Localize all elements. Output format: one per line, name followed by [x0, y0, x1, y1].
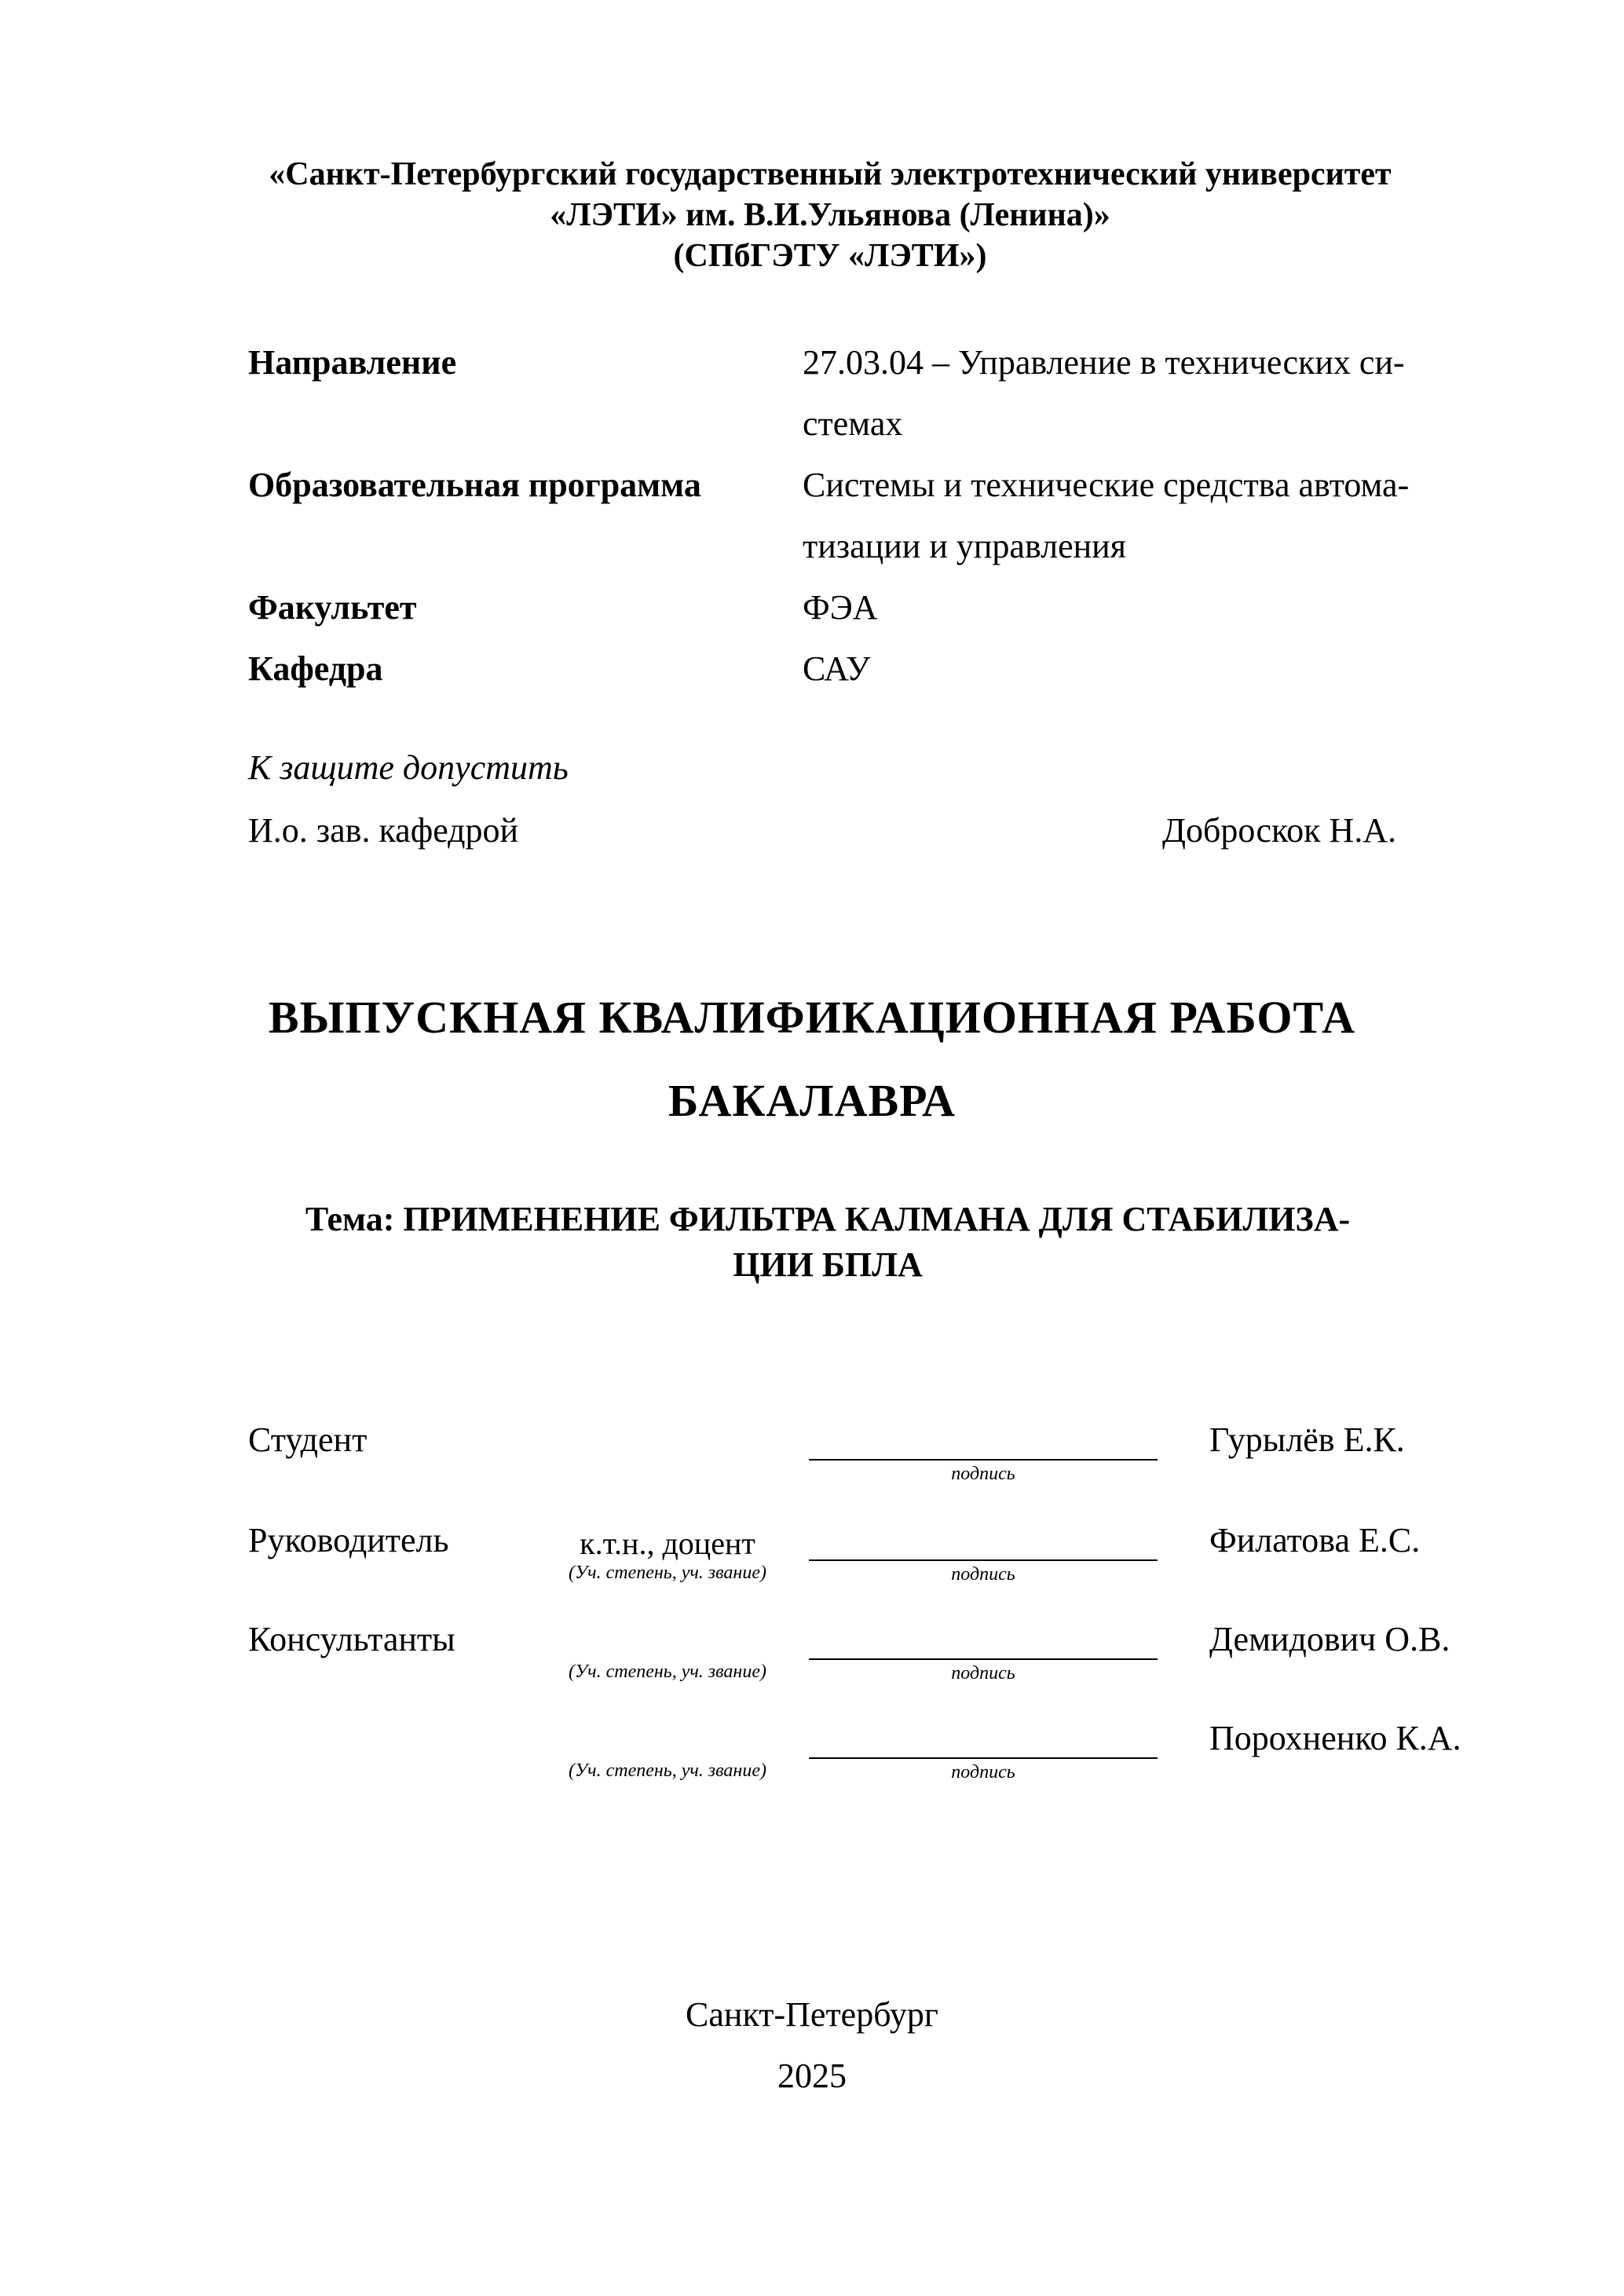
supervisor-role: Руководитель — [248, 1521, 449, 1559]
student-role: Студент — [248, 1420, 368, 1459]
consultant1-signature-line — [809, 1658, 1158, 1660]
work-title-line1: ВЫПУСКНАЯ КВАЛИФИКАЦИОННАЯ РАБОТА — [268, 992, 1356, 1043]
theme-line2: ЦИИ БПЛА — [733, 1245, 923, 1284]
university-name-line1: «Санкт-Петербургский государственный электротехнический университет — [269, 156, 1392, 192]
department-value: САУ — [803, 649, 871, 688]
university-header — [0, 154, 1624, 276]
student-signature-caption: подпись — [951, 1464, 1015, 1484]
program-label: Образовательная программа — [248, 466, 701, 504]
consultant2-signature-line — [809, 1757, 1158, 1759]
direction-label: Направление — [248, 343, 457, 382]
student-name: Гурылёв Е.К. — [1209, 1420, 1405, 1459]
supervisor-degree: к.т.н., доцент — [580, 1526, 755, 1561]
supervisor-name: Филатова Е.С. — [1209, 1521, 1421, 1559]
consultants-role: Консультанты — [248, 1620, 455, 1658]
faculty-label: Факультет — [248, 588, 417, 627]
department-label: Кафедра — [248, 649, 383, 688]
approval-role: И.о. зав. кафедрой — [248, 811, 519, 850]
approval-title: К защите допустить — [248, 748, 569, 787]
program-value-line2: тизации и управления — [803, 527, 1126, 565]
university-abbreviation: (СПбГЭТУ «ЛЭТИ») — [673, 238, 987, 274]
direction-value-line1: 27.03.04 – Управление в технических си- — [803, 343, 1405, 382]
consultant1-degree-caption: (Уч. степень, уч. звание) — [569, 1662, 766, 1682]
student-signature-line — [809, 1459, 1158, 1461]
footer-city: Санкт-Петербург — [686, 1995, 938, 2034]
university-name-line2: «ЛЭТИ» им. В.И.Ульянова (Ленина)» — [550, 197, 1110, 233]
theme-line1: Тема: ПРИМЕНЕНИЕ ФИЛЬТРА КАЛМАНА ДЛЯ СТАБИЛИЗА- — [305, 1200, 1351, 1238]
direction-value-line2: стемах — [803, 404, 903, 443]
program-value-line1: Системы и технические средства автома- — [803, 466, 1410, 504]
consultant2-signature-caption: подпись — [951, 1762, 1015, 1782]
theme — [0, 1197, 1624, 1288]
faculty-value: ФЭА — [803, 588, 878, 627]
supervisor-signature-line — [809, 1559, 1158, 1561]
footer-year: 2025 — [777, 2057, 847, 2095]
consultant2-name: Порохненко К.А. — [1209, 1719, 1461, 1757]
approval-name: Доброскок Н.А. — [1162, 811, 1397, 850]
consultant2-degree-caption: (Уч. степень, уч. звание) — [569, 1760, 766, 1781]
supervisor-degree-caption: (Уч. степень, уч. звание) — [569, 1563, 766, 1583]
consultant1-signature-caption: подпись — [951, 1663, 1015, 1684]
consultant1-name: Демидович О.В. — [1209, 1620, 1450, 1658]
supervisor-signature-caption: подпись — [951, 1564, 1015, 1585]
work-title-line2: БАКАЛАВРА — [668, 1075, 956, 1126]
